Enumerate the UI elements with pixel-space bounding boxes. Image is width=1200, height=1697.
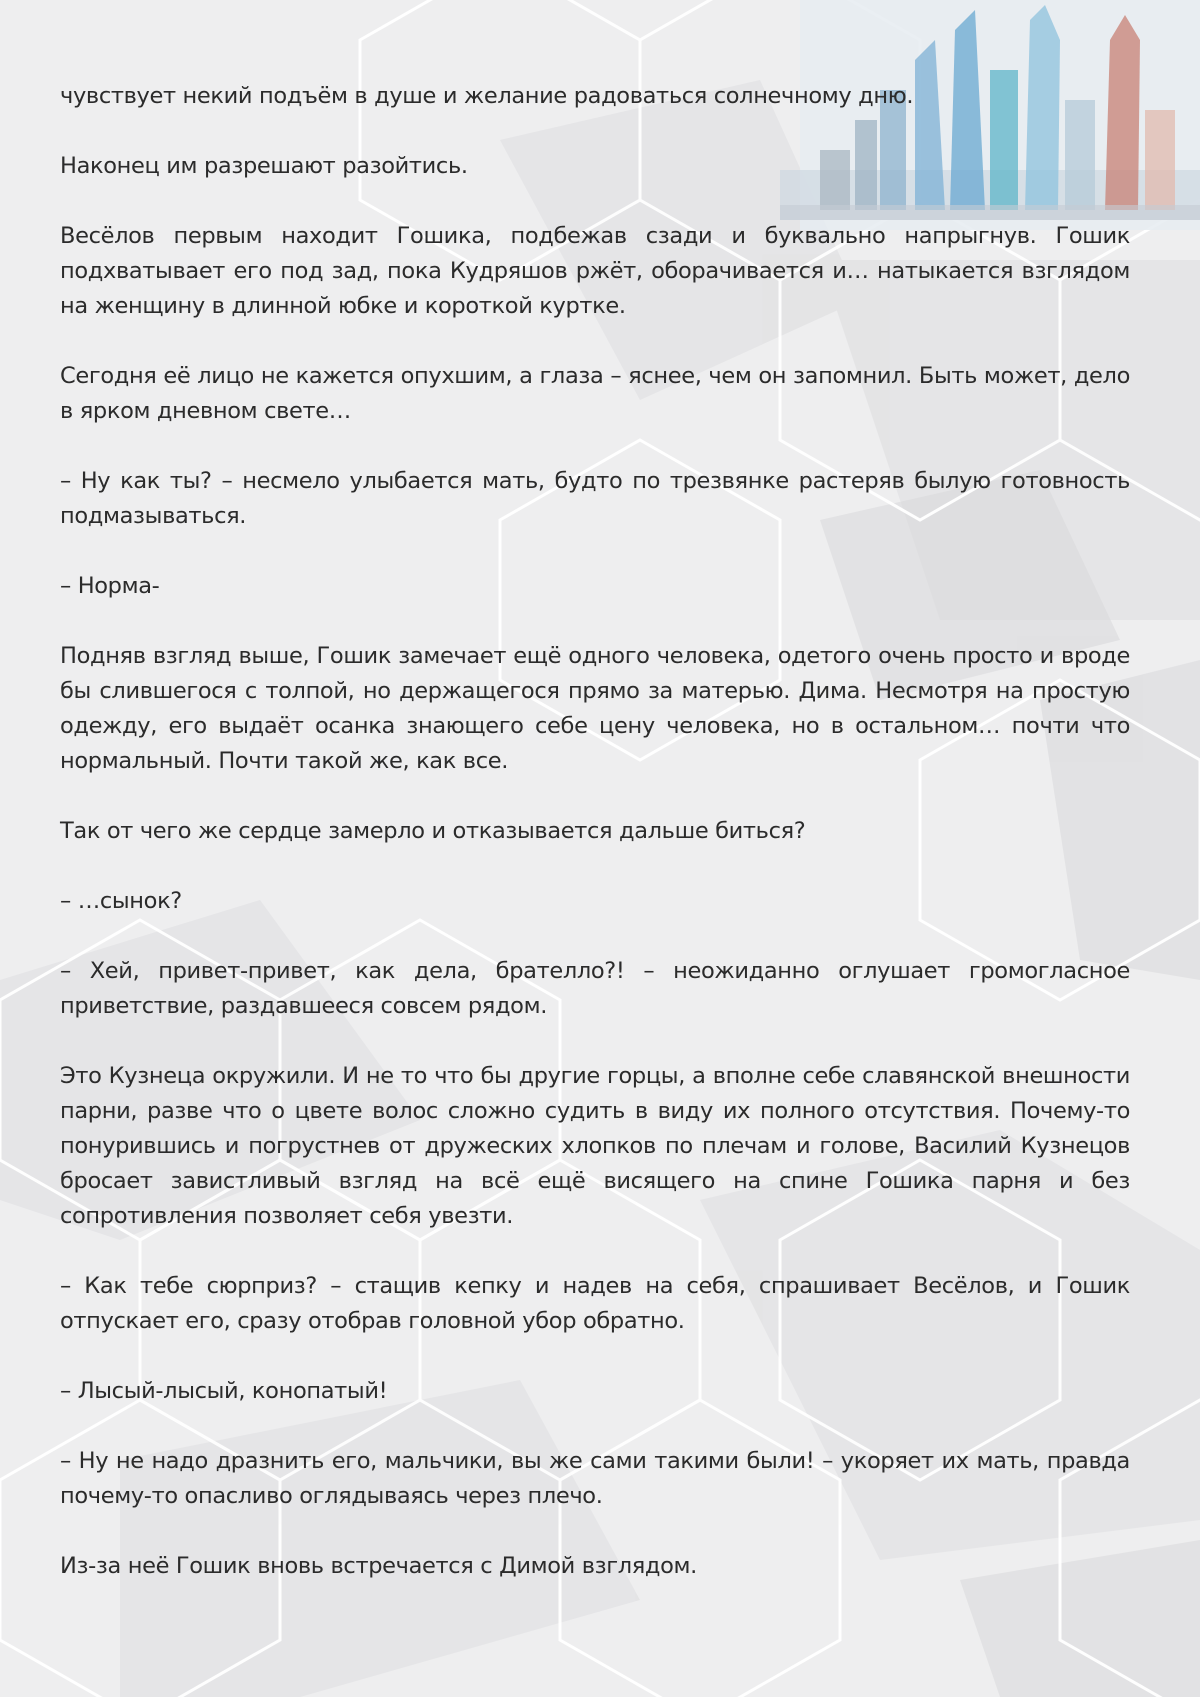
paragraph: – Лысый-лысый, конопатый! [60, 1378, 388, 1404]
paragraph: – …сынок? [60, 888, 182, 914]
document-body [60, 79, 1130, 1619]
paragraph: чувствует некий подъём в душе и желание радоваться солнечному дню. [60, 83, 914, 109]
paragraph: Из-за неё Гошик вновь встречается с Димой взглядом. [60, 1553, 697, 1579]
paragraph: Весёлов первым находит Гошика, подбежав сзади и буквально напрыгнув. Гошик подхватывает его под зад, пока Кудряшов ржёт, оборачивается и… натыкается взглядом на женщину в длинной юбке и короткой куртке. [60, 223, 1130, 319]
paragraph: Сегодня её лицо не кажется опухшим, а глаза – яснее, чем он запомнил. Быть может, дело в ярком дневном свете… [60, 363, 1130, 424]
paragraph: Это Кузнеца окружили. И не то что бы другие горцы, а вполне себе славянской внешности парни, разве что о цвете волос сложно судить в виду их полного отсутствия. Почему-то понурившись и погрустнев от дружеских хлопков по плечам и голове, Василий Кузнецов бросает завистливый взгляд на всё ещё висящего на спине Гошика парня и без сопротивления позволяет себя увезти. [60, 1063, 1130, 1229]
paragraph: – Ну как ты? – несмело улыбается мать, будто по трезвянке растеряв былую готовность подмазываться. [60, 468, 1130, 529]
paragraph: – Ну не надо дразнить его, мальчики, вы же сами такими были! – укоряет их мать, правда почему-то опасливо оглядываясь через плечо. [60, 1448, 1130, 1509]
paragraph: Подняв взгляд выше, Гошик замечает ещё одного человека, одетого очень просто и вроде бы слившегося с толпой, но держащегося прямо за матерью. Дима. Несмотря на простую одежду, его выдаёт осанка знающего себе цену человека, но в остальном… почти что нормальный. Почти такой же, как все. [60, 643, 1130, 774]
paragraph: Наконец им разрешают разойтись. [60, 153, 468, 179]
paragraph: – Как тебе сюрприз? – стащив кепку и надев на себя, спрашивает Весёлов, и Гошик отпускает его, сразу отобрав головной убор обратно. [60, 1273, 1130, 1334]
paragraph: – Хей, привет-привет, как дела, брателло?! – неожиданно оглушает громогласное приветствие, раздавшееся совсем рядом. [60, 958, 1130, 1019]
paragraph: – Норма- [60, 573, 160, 599]
paragraph: Так от чего же сердце замерло и отказывается дальше биться? [60, 818, 806, 844]
